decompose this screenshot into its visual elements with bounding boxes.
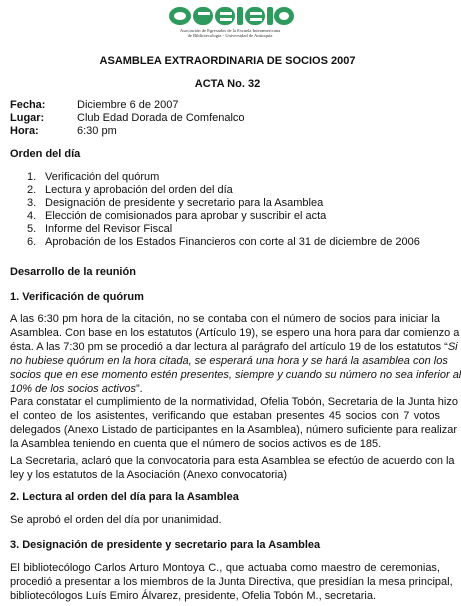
meta-value-hora: 6:30 pm [77, 125, 117, 137]
paragraph-line: Para constatar el cumplimiento de la normatividad, Ofelia Tobón, Secretaria de la Junta hizo [10, 396, 458, 408]
desarrollo-heading: Desarrollo de la reunión [10, 266, 136, 278]
meta-label-hora: Hora: [10, 125, 39, 137]
paragraph-line [10, 368, 461, 383]
list-item-text: Designación de presidente y secretario para la Asamblea [45, 197, 324, 209]
list-item-text: Verificación del quórum [45, 171, 160, 183]
aseibi-logo [160, 4, 300, 44]
list-item [27, 223, 172, 235]
list-item [27, 171, 159, 183]
paragraph-line [10, 354, 448, 369]
orden-del-dia-heading: Orden del día [10, 148, 81, 160]
list-item-number: 6. [27, 236, 37, 248]
aseibi-logo-graphic [160, 4, 300, 30]
list-item-number: 2. [27, 184, 37, 196]
paragraph-line: el conteo de los asistentes, verificando que estaban presentes 45 socios con 7 votos [10, 409, 440, 422]
logo-caption-line-1: Asociación de Egresados de la Escuela Interamericana [179, 28, 281, 33]
paragraph-line: El bibliotecólogo Carlos Arturo Montoya C., que actuaba como maestro de ceremonias, [10, 562, 440, 574]
list-item-text: Lectura y aprobación del orden del día [45, 184, 233, 196]
section-1-heading: 1. Verificación de quórum [10, 291, 144, 303]
paragraph-4 [10, 514, 440, 528]
quote-text: 10% de los socios activos [10, 382, 136, 395]
meta-value-fecha: Diciembre 6 de 2007 [77, 99, 179, 111]
section-3-heading: 3. Designación de presidente y secretario para la Asamblea [10, 539, 321, 551]
paragraph-line-text: ésta. A las 7:30 pm se procedió a dar lectura al parágrafo del artículo 19 de los estatutos “ [10, 340, 448, 353]
list-item [27, 197, 323, 209]
list-item-text: Aprobación de los Estados Financieros con corte al 31 de diciembre de 2006 [45, 236, 420, 248]
logo-caption-line-2: de Bibliotecología - Universidad de Antioquia [187, 33, 273, 38]
paragraph-2 [10, 396, 458, 452]
paragraph-line: Asamblea. Con base en los estatutos (Artículo 19), se espero una hora para dar comienzo a [10, 326, 460, 339]
quote-close: ”. [135, 382, 143, 395]
acta-number: ACTA No. 32 [194, 78, 261, 90]
paragraph-line: La Secretaria, aclaró que la convocatoria para esta Asamblea se efectúo de acuerdo con la [10, 455, 455, 467]
paragraph-line [10, 383, 440, 397]
paragraph-3 [10, 455, 455, 483]
list-item-number: 4. [27, 210, 37, 222]
logo-caption [160, 28, 300, 38]
paragraph-5 [10, 562, 453, 604]
meta-label-lugar: Lugar: [10, 112, 45, 124]
paragraph-line: procedió a presentar a los miembros de la Junta Directiva, que presidían la mesa principal, [10, 575, 453, 588]
list-item-text: Informe del Revisor Fiscal [45, 223, 173, 235]
paragraph-1 [10, 313, 461, 396]
list-item-number: 3. [27, 197, 37, 209]
paragraph-line: ley y los estatutos de la Asociación (Anexo convocatoria) [10, 468, 287, 481]
list-item-number: 5. [27, 223, 37, 235]
list-item [27, 236, 420, 248]
section-2-heading: 2. Lectura al orden del día para la Asamblea [10, 491, 239, 503]
quote-text: no hubiese quórum en la hora citada, se esperará una hora y se hará la asamblea con los [10, 354, 448, 367]
paragraph-line [10, 340, 458, 355]
paragraph-line: Se aprobó el orden del día por unanimidad. [10, 514, 222, 526]
quote-text: socios que en ese momento estén presentes, siempre y cuando su número no sea inferior al [10, 368, 461, 381]
list-item [27, 184, 233, 196]
list-item-text: Elección de comisionados para aprobar y suscribir el acta [45, 210, 327, 222]
paragraph-line: delegados (Anexo Listado de participantes en la Asamblea), número suficiente para realizar [10, 423, 457, 436]
quote-text: Si [447, 340, 458, 353]
list-item-number: 1. [27, 171, 37, 183]
document-title: ASAMBLEA EXTRAORDINARIA DE SOCIOS 2007 [99, 55, 356, 67]
meta-value-lugar: Club Edad Dorada de Comfenalco [77, 112, 245, 124]
paragraph-line: A las 6:30 pm hora de la citación, no se contaba con el número de socios para iniciar la [10, 313, 440, 325]
meta-label-fecha: Fecha: [10, 99, 46, 111]
paragraph-line: bibliotecólogos Luís Emiro Álvarez, presidente, Ofelia Tobón M., secretaria. [10, 589, 377, 602]
list-item [27, 210, 326, 222]
paragraph-line: la Asamblea teniendo en cuenta que el número de socios activos es de 185. [10, 437, 382, 450]
